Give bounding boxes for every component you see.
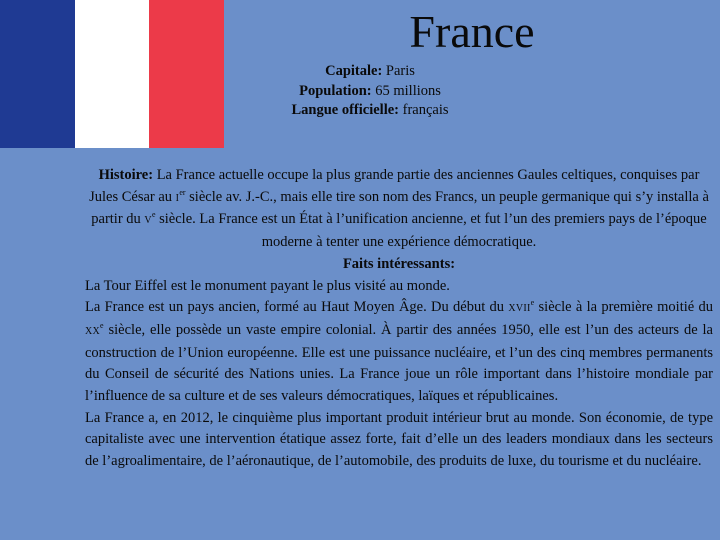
history-paragraph — [85, 165, 713, 254]
population-line — [240, 82, 500, 102]
century-numeral-20: XX — [85, 325, 101, 337]
population-value: 65 millions — [371, 82, 441, 99]
capital-value: Paris — [382, 63, 415, 79]
century-numeral-1: I — [175, 192, 180, 204]
history-label: Histoire: — [98, 167, 154, 183]
page-title: France — [409, 6, 535, 57]
century-numeral-17: XVII — [508, 303, 531, 315]
body-text — [85, 165, 713, 473]
century-suffix-5: e — [151, 210, 156, 220]
facts-heading: Faits intéressants: — [342, 255, 456, 272]
history-text-2: siècle av. J.-C., mais elle tire son nom des Francs, un peuple germanique qui s’y installa à partir du — [91, 188, 709, 228]
history-text-1: La France actuelle occupe la plus grande partie des anciennes Gaules celtiques, conquises par Jules César au — [89, 167, 700, 205]
fact-economy: La France a, en 2012, le cinquième plus important produit intérieur brut au monde. Son économie, de type capitaliste avec une intervention étatique assez forte, fait d’elle un des leaders mondiaux dans les secteurs de l’agroalimentaire, de l’aéronautique, de l’automobile, des produits de luxe, du tourisme et du nucléaire. — [85, 409, 713, 470]
language-line — [240, 101, 500, 121]
fact-eiffel: La Tour Eiffel est le monument payant le plus visité au monde. — [85, 277, 450, 294]
french-flag — [0, 0, 224, 148]
language-value: français — [399, 102, 449, 118]
capital-line — [240, 62, 500, 82]
flag-white-band — [75, 0, 150, 148]
fact-history-text-2: siècle à la première moitié du — [534, 299, 713, 316]
fact-history-text-3: siècle, elle possède un vaste empire colonial. À partir des années 1950, elle est l’un des acteurs de la construction de l’Union européenne. Elle est une puissance nucléaire, et l’un des cinq membres permanents du Conseil de sécurité des Nations unies. La France joue un rôle important dans l’histoire mondiale par l’influence de sa culture et de ses valeurs démocratiques, laïques et républicaines. — [85, 321, 713, 405]
fact-history-text-1: La France est un pays ancien, formé au Haut Moyen Âge. Du début du — [85, 299, 509, 316]
fact-history — [85, 297, 713, 408]
century-numeral-5: V — [144, 215, 152, 227]
language-label: Langue officielle: — [291, 102, 399, 118]
population-label: Population: — [299, 82, 372, 99]
century-suffix-17: e — [530, 298, 535, 308]
century-suffix-1: er — [179, 187, 186, 197]
century-suffix-20: e — [100, 320, 104, 330]
flag-red-band — [149, 0, 224, 148]
capital-label: Capitale: — [325, 63, 383, 79]
flag-blue-band — [0, 0, 75, 148]
history-text-3: siècle. La France est un État à l’unification ancienne, et fut l’un des premiers pays de l’époque moderne à tenter une expérience démocratique. — [155, 211, 707, 251]
key-facts — [240, 62, 500, 121]
